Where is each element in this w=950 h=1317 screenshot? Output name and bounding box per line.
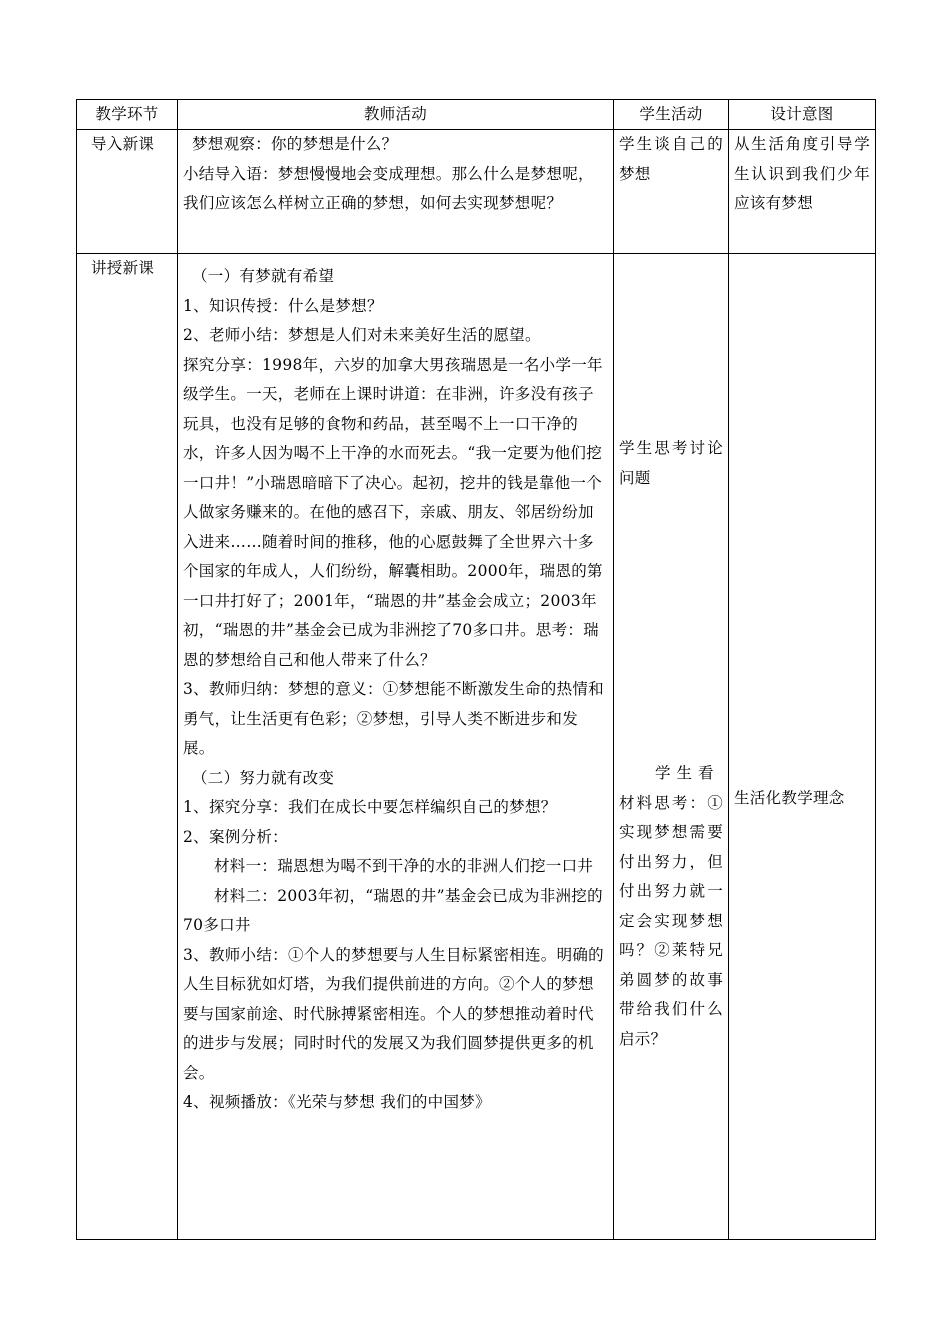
student-note: 学生看 材料思考：①实现梦想需要付出努力，但付出努力就一定会实现梦想吗？②莱特兄弟圆梦的故事带给我们什么启示？: [619, 764, 723, 1048]
intro-teacher-line: 小结导入语：梦想慢慢地会变成理想。那么什么是梦想呢，我们应该怎么样树立正确的梦想，如何去实现梦想呢？: [183, 164, 594, 212]
intro-stage: 导入新课: [77, 130, 178, 254]
intro-teacher-activity: [178, 130, 614, 254]
section-heading: （二）努力就有改变: [192, 768, 335, 787]
header-stage: 教学环节: [77, 100, 178, 130]
teacher-paragraph: 2、老师小结：梦想是人们对未来美好生活的愿望。: [183, 326, 541, 344]
intro-teacher-line: 梦想观察：你的梦想是什么？: [192, 135, 398, 153]
intro-design-intent: 从生活角度引导学生认识到我们少年应该有梦想: [729, 130, 876, 254]
teacher-paragraph: 探究分享：1998年，六岁的加拿大男孩瑞恩是一名小学一年级学生。一天，老师在上课时讲道：在非洲，许多没有孩子玩具，也没有足够的食物和药品，甚至喝不上一口干净的水，许多人因为喝不上干净的水而死去。“我一定要为他们挖一口井！”小瑞恩暗暗下了决心。起初，挖井的钱是靠他一个人做家务赚来的。在他的感召下，亲戚、朋友、邻居纷纷加入进来……随着时间的推移，他的心愿鼓舞了全世界六十多个国家的年成人，人们纷纷，解囊相助。2000年，瑞恩的第一口井打好了；2001年，“瑞恩的井”基金会成立；2003年初，“瑞恩的井”基金会已成为非洲挖了70多口井。思考：瑞恩的梦想给自己和他人带来了什么？: [183, 355, 603, 669]
header-row: [77, 100, 876, 130]
header-student-activity: 学生活动: [614, 100, 729, 130]
intro-row: [77, 130, 876, 254]
intro-student-activity: 学生谈自己的梦想: [614, 130, 729, 254]
student-note: 学生思考讨论问题: [619, 439, 723, 487]
main-student-activity: [614, 254, 729, 1240]
teacher-paragraph: 材料一：瑞恩想为喝不到干净的水的非洲人们挖一口井: [214, 857, 594, 875]
teacher-paragraph: 材料二：2003年初，“瑞恩的井”基金会已成为非洲挖的70多口井: [183, 886, 603, 934]
section-heading: （一）有梦就有希望: [192, 267, 335, 285]
main-stage: 讲授新课: [77, 254, 178, 1240]
teacher-paragraph: 1、探究分享：我们在成长中要怎样编织自己的梦想？: [183, 798, 557, 816]
lesson-plan-table: [76, 99, 876, 1240]
teacher-paragraph: 2、案例分析：: [183, 827, 288, 846]
teacher-paragraph: 3、教师归纳：梦想的意义：①梦想能不断激发生命的热情和勇气，让生活更有色彩；②梦想，引导人类不断进步和发展。: [183, 680, 604, 757]
main-design-intent: 生活化教学理念: [729, 254, 876, 1240]
main-row: [77, 254, 876, 1240]
main-teacher-activity: [178, 254, 614, 1240]
teacher-paragraph: 4、视频播放：《光荣与梦想 我们的中国梦》: [183, 1093, 491, 1111]
teacher-paragraph: 3、教师小结：①个人的梦想要与人生目标紧密相连。明确的人生目标犹如灯塔，为我们提供前进的方向。②个人的梦想要与国家前途、时代脉搏紧密相连。个人的梦想推动着时代的进步与发展；同时时代的发展又为我们圆梦提供更多的机会。: [183, 945, 604, 1082]
header-design-intent: 设计意图: [729, 100, 876, 130]
teacher-paragraph: 1、知识传授：什么是梦想？: [183, 296, 383, 315]
header-teacher-activity: 教师活动: [178, 100, 614, 130]
